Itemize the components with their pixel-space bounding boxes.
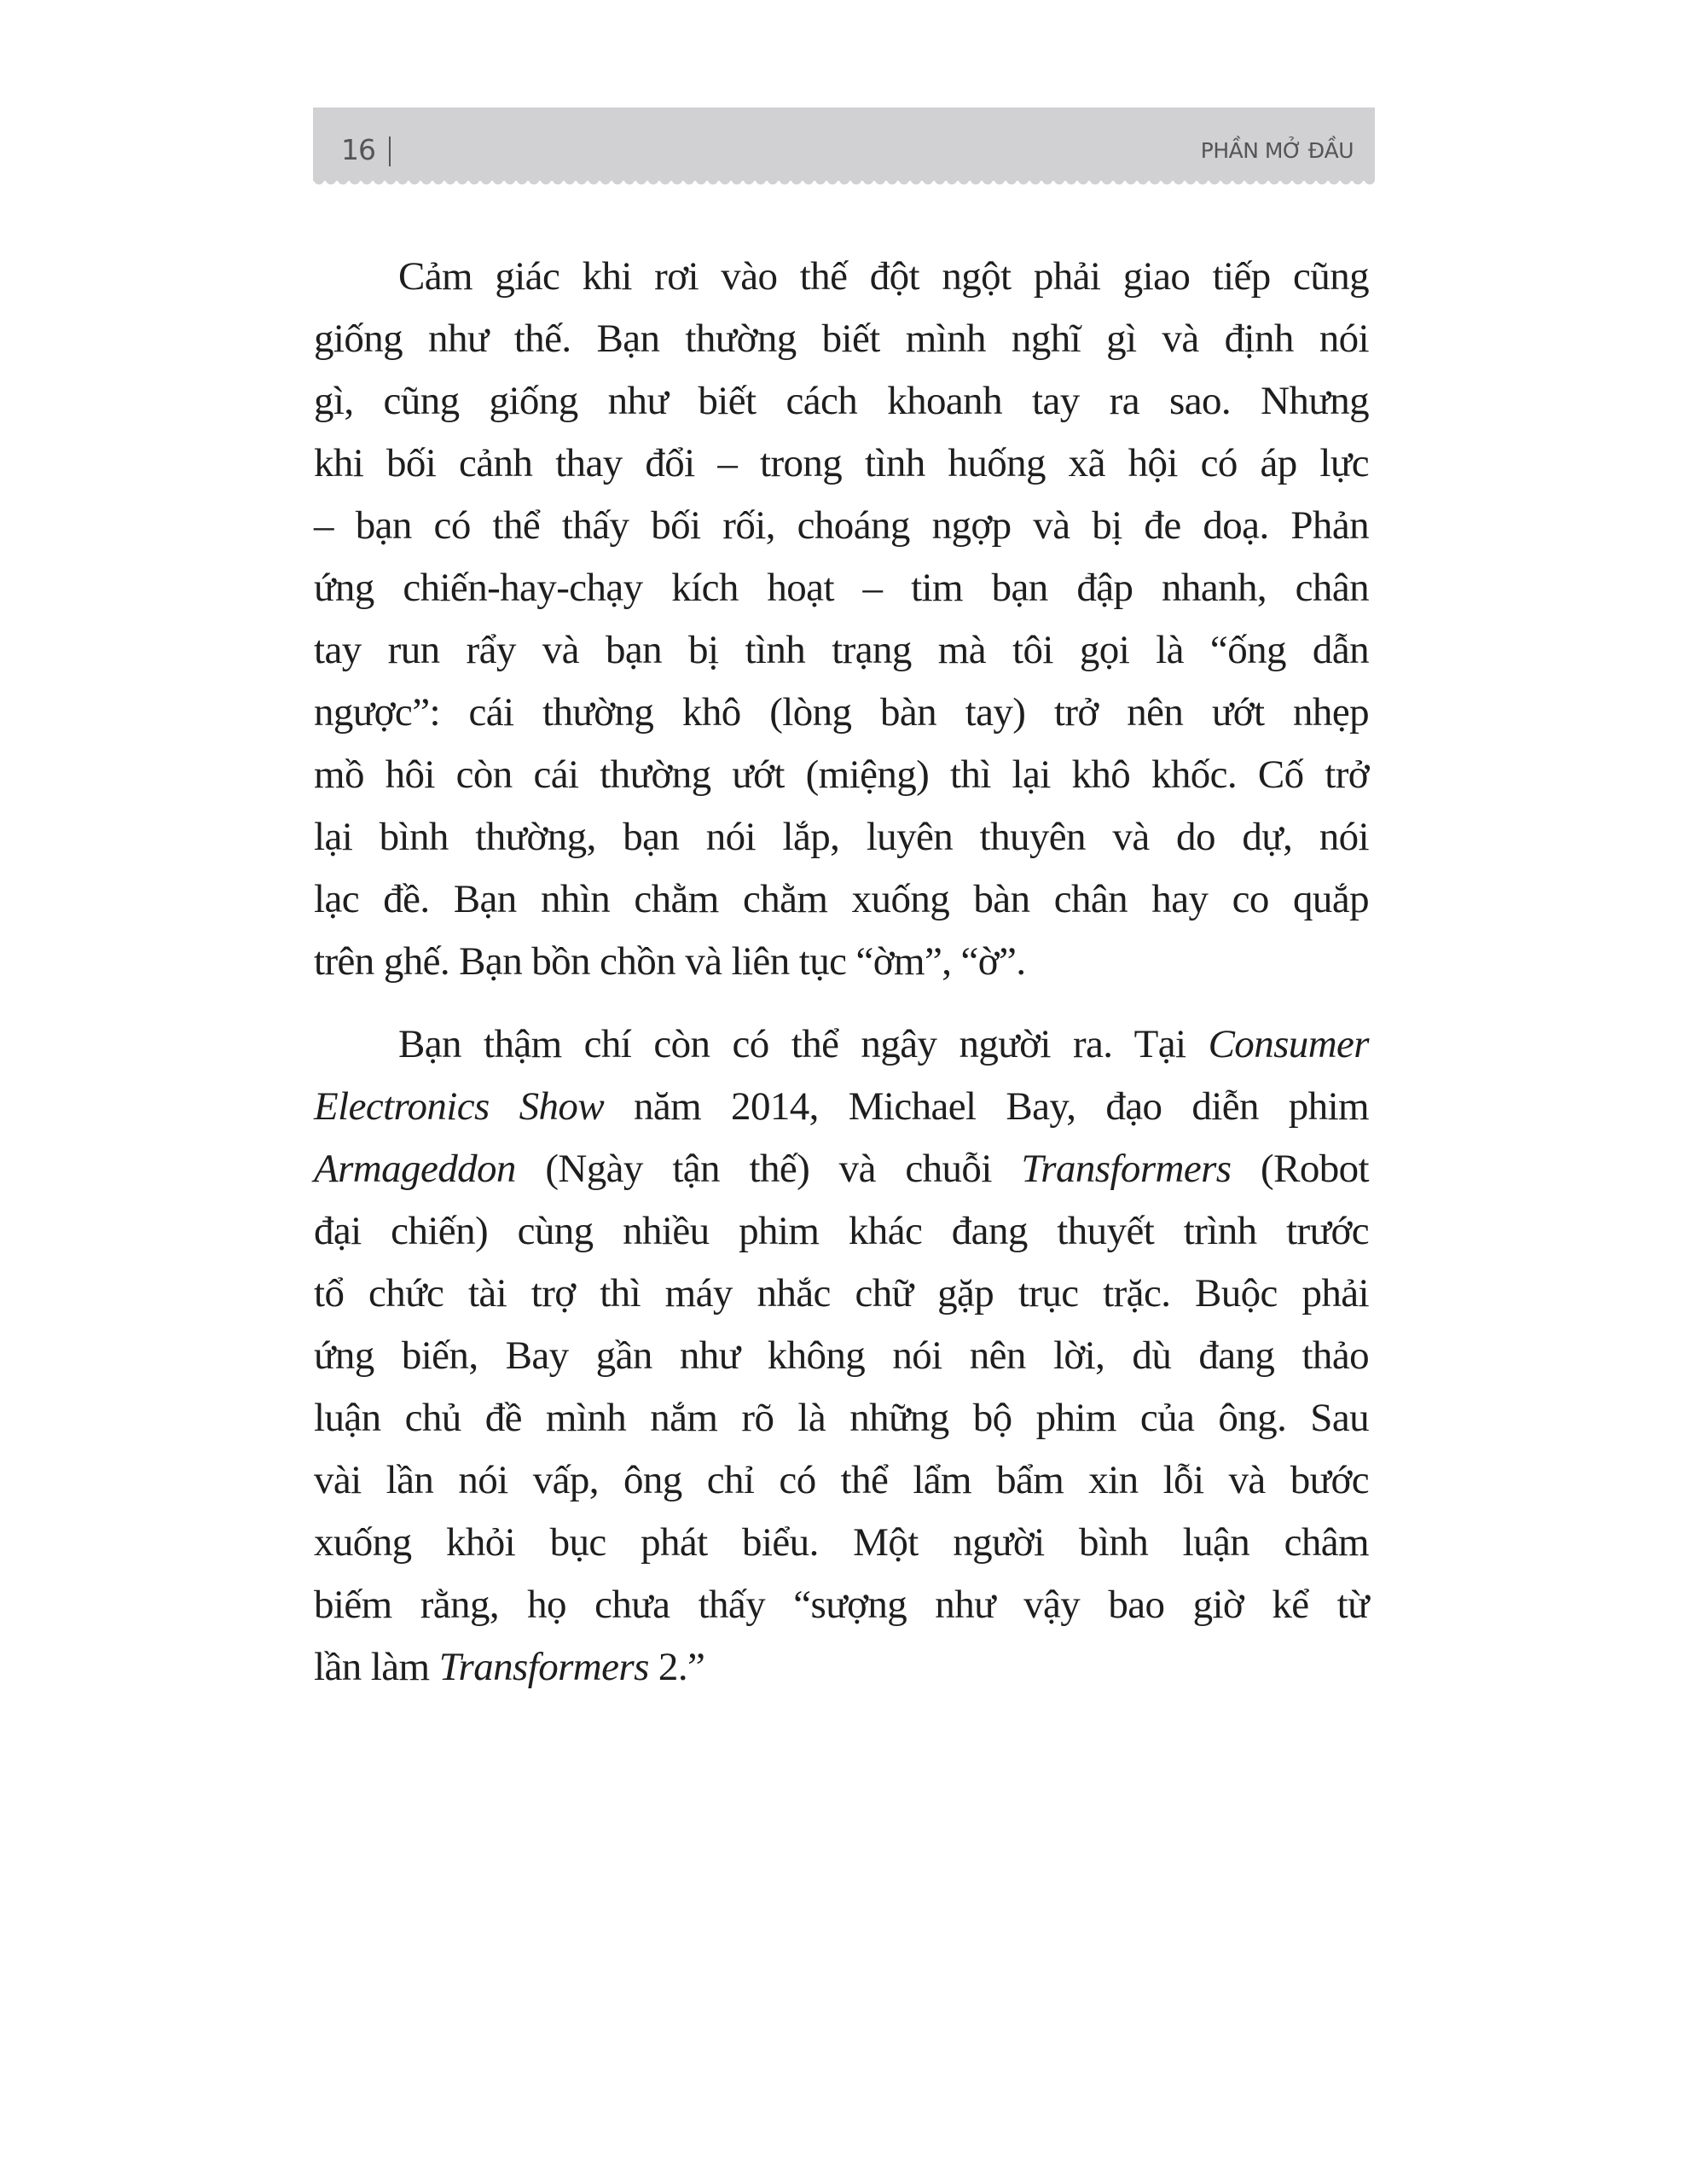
italic-title: Armageddon: [314, 1147, 516, 1191]
text-line: gì, cũng giống như biết cách khoanh tay ra sao. Nhưng: [314, 379, 1369, 423]
text-line: Armageddon (Ngày tận thế) và chuỗi Transformers (Robot: [314, 1147, 1369, 1191]
header-scalloped-edge: [313, 179, 1375, 187]
text-line: Cảm giác khi rơi vào thế đột ngột phải giao tiếp cũng: [398, 254, 1369, 299]
italic-title: Transformers: [1021, 1147, 1232, 1191]
text-line: ứng biến, Bay gần như không nói nên lời, dù đang thảo: [314, 1333, 1369, 1378]
text-line: ngược”: cái thường khô (lòng bàn tay) trở nên ướt nhẹp: [314, 690, 1369, 735]
text-line: Electronics Show năm 2014, Michael Bay, đạo diễn phim: [314, 1084, 1369, 1129]
text-line: luận chủ đề mình nắm rõ là những bộ phim của ông. Sau: [314, 1396, 1369, 1440]
text-line: xuống khỏi bục phát biểu. Một người bình luận châm: [314, 1520, 1369, 1565]
text-line: – bạn có thể thấy bối rối, choáng ngợp và bị đe doạ. Phản: [314, 503, 1369, 548]
header-divider: [389, 136, 391, 166]
page-number: 16: [341, 133, 375, 166]
text-line: mồ hôi còn cái thường ướt (miệng) thì lại khô khốc. Cố trở: [314, 752, 1369, 797]
text-line: lần làm Transformers 2.”: [314, 1645, 705, 1689]
text-line: Bạn thậm chí còn có thể ngây người ra. Tại Consumer: [398, 1022, 1369, 1066]
text-line: khi bối cảnh thay đổi – trong tình huống xã hội có áp lực: [314, 441, 1369, 485]
text-line: tay run rẩy và bạn bị tình trạng mà tôi gọi là “ống dẫn: [314, 628, 1369, 672]
running-head-title: PHẦN MỞ ĐẦU: [1200, 138, 1354, 163]
italic-title: Consumer: [1208, 1022, 1369, 1066]
italic-title: Transformers: [438, 1645, 649, 1689]
text-line: lạc đề. Bạn nhìn chằm chằm xuống bàn chân hay co quắp: [314, 877, 1369, 921]
text-line: biếm rằng, họ chưa thấy “sượng như vậy bao giờ kể từ: [314, 1583, 1369, 1627]
text-line: tổ chức tài trợ thì máy nhắc chữ gặp trục trặc. Buộc phải: [314, 1271, 1369, 1316]
text-line: lại bình thường, bạn nói lắp, luyên thuyên và do dự, nói: [314, 815, 1369, 859]
text-line: giống như thế. Bạn thường biết mình nghĩ gì và định nói: [314, 317, 1369, 361]
text-line: vài lần nói vấp, ông chỉ có thể lẩm bẩm xin lỗi và bước: [314, 1458, 1369, 1502]
italic-title: Electronics Show: [314, 1084, 605, 1129]
text-line: ứng chiến-hay-chạy kích hoạt – tim bạn đập nhanh, chân: [314, 566, 1369, 610]
text-line: đại chiến) cùng nhiều phim khác đang thuyết trình trước: [314, 1209, 1369, 1253]
text-line: trên ghế. Bạn bồn chồn và liên tục “ờm”, “ờ”.: [314, 939, 1026, 984]
